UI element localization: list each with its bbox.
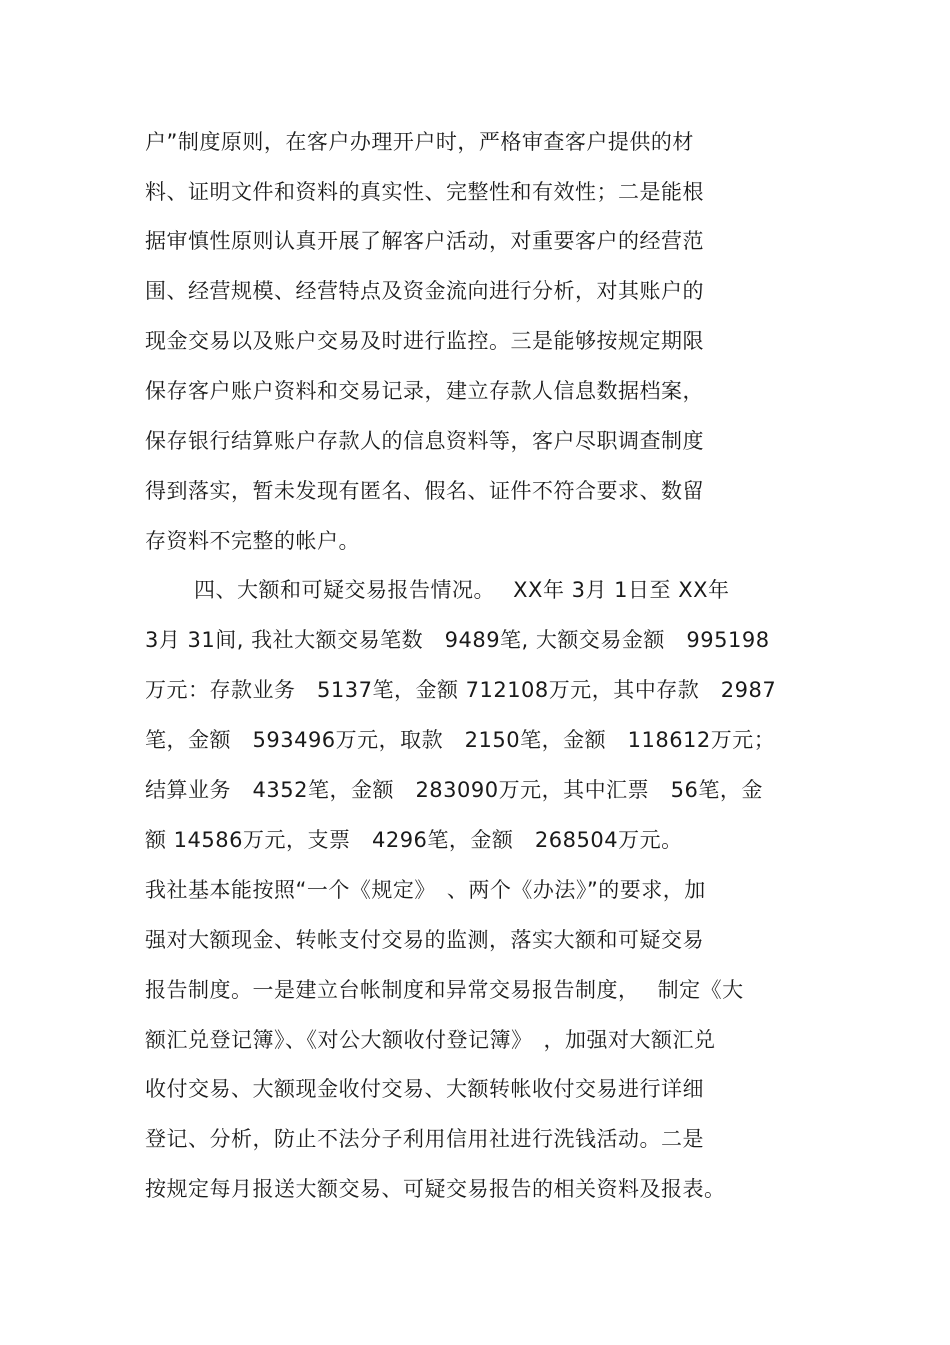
paragraph-line: 按规定每月报送大额交易、可疑交易报告的相关资料及报表。 [145,1177,726,1201]
paragraph-line: 收付交易、大额现金收付交易、大额转帐收付交易进行详细 [145,1077,704,1101]
paragraph-line: 结算业务 4352笔，金额 283090万元，其中汇票 56笔，金 [145,778,763,802]
paragraph-line: 围、经营规模、经营特点及资金流向进行分析，对其账户的 [145,279,704,303]
paragraph-line: 报告制度。一是建立台帐制度和异常交易报告制度， 制定《大 [145,978,744,1002]
paragraph-line: 现金交易以及账户交易及时进行监控。三是能够按规定期限 [145,329,704,353]
section-heading-line: 四、大额和可疑交易报告情况。 XX年 3月 1日至 XX年 [194,578,730,602]
paragraph-line: 我社基本能按照“一个《规定》 、两个《办法》”的要求，加 [145,878,706,902]
paragraph-line: 存资料不完整的帐户。 [145,529,360,553]
paragraph-line: 户”制度原则，在客户办理开户时，严格审查客户提供的材 [145,130,694,154]
paragraph-line: 登记、分析，防止不法分子利用信用社进行洗钱活动。二是 [145,1127,704,1151]
paragraph-line: 据审慎性原则认真开展了解客户活动，对重要客户的经营范 [145,229,704,253]
paragraph-line: 万元：存款业务 5137笔，金额 712108万元，其中存款 2987 [145,678,777,702]
paragraph-line: 笔，金额 593496万元，取款 2150笔，金额 118612万元； [145,728,776,752]
paragraph-line: 保存银行结算账户存款人的信息资料等，客户尽职调查制度 [145,429,704,453]
paragraph-line: 料、证明文件和资料的真实性、完整性和有效性；二是能根 [145,180,704,204]
paragraph-line: 强对大额现金、转帐支付交易的监测，落实大额和可疑交易 [145,928,704,952]
paragraph-line: 额 14586万元，支票 4296笔，金额 268504万元。 [145,828,683,852]
paragraph-line: 得到落实，暂未发现有匿名、假名、证件不符合要求、数留 [145,479,704,503]
paragraph-line: 保存客户账户资料和交易记录，建立存款人信息数据档案， [145,379,704,403]
paragraph-line: 额汇兑登记簿》、《对公大额收付登记簿》 ，加强对大额汇兑 [145,1028,716,1052]
paragraph-line: 3月 31间, 我社大额交易笔数 9489笔, 大额交易金额 995198 [145,628,770,652]
